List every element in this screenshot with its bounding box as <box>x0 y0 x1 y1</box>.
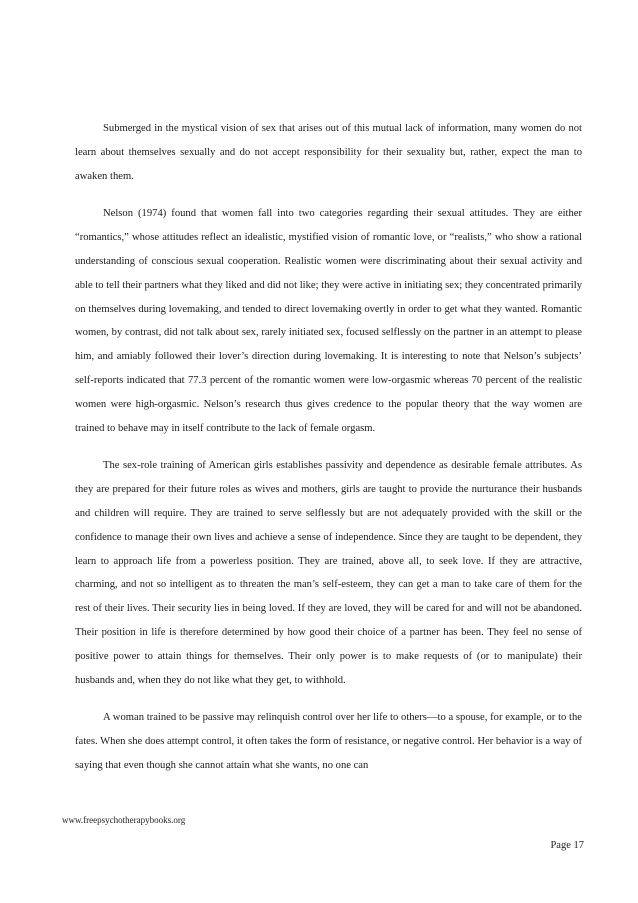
paragraph-1: Submerged in the mystical vision of sex that arises out of this mutual lack of information, many women do not learn about themselves sexually and do not accept responsibility for their sexuality but, rather, expect the man to awaken them. <box>75 123 582 182</box>
body-text <box>75 117 582 792</box>
paragraph-2: Nelson (1974) found that women fall into two categories regarding their sexual attitudes. They are either “romantics,” whose attitudes reflect an idealistic, mystified vision of romantic love, or “realists,” who show a rational understanding of conscious sexual cooperation. Realistic women were discriminating about their sexual activity and able to tell their partners what they liked and did not like; they were active in initiating sex; they concentrated primarily on themselves during lovemaking, and tended to direct lovemaking overtly in order to get what they wanted. Romantic women, by contrast, did not talk about sex, rarely initiated sex, focused selflessly on the partner in an attempt to please him, and amiably followed their lover’s direction during lovemaking. It is interesting to note that Nelson’s subjects’ self-reports indicated that 77.3 percent of the romantic women were low-orgasmic whereas 70 percent of the realistic women were high-orgasmic. Nelson’s research thus gives credence to the popular theory that the way women are trained to behave may in itself contribute to the lack of female orgasm. <box>75 208 582 434</box>
paragraph-4: A woman trained to be passive may relinquish control over her life to others—to a spouse, for example, or to the fates. When she does attempt control, it often takes the form of resistance, or negative control. Her behavior is a way of saying that even though she cannot attain what she wants, no one can <box>75 712 582 771</box>
footer-url: www.freepsychotherapybooks.org <box>62 815 186 825</box>
paragraph-3: The sex-role training of American girls establishes passivity and dependence as desirable female attributes. As they are prepared for their future roles as wives and mothers, girls are taught to provide the nurturance their husbands and children will require. They are trained to serve selflessly but are not adequately provided with the skill or the confidence to manage their own lives and achieve a sense of independence. Since they are taught to be dependent, they learn to approach life from a powerless position. They are trained, above all, to seek love. If they are attractive, charming, and not so intelligent as to threaten the man’s self-esteem, they can get a man to take care of them for the rest of their lives. Their security lies in being loved. If they are loved, they will be cared for and will not be abandoned. Their position in life is therefore determined by how good their choice of a partner has been. They feel no sense of positive power to attain things for themselves. Their only power is to make requests of (or to manipulate) their husbands and, when they do not like what they get, to withhold. <box>75 460 582 686</box>
page-number: Page 17 <box>550 840 584 851</box>
